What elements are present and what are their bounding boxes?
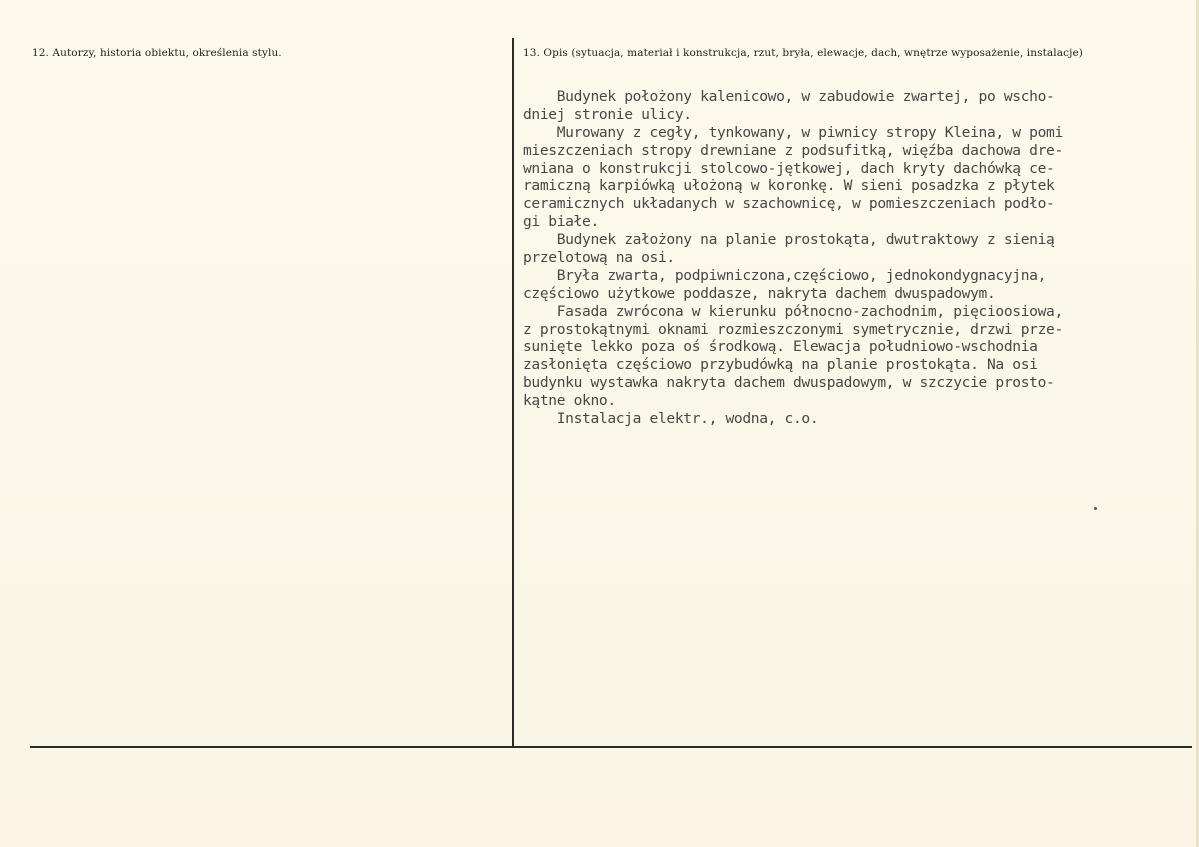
typed-line: dniej stronie ulicy.: [523, 105, 692, 123]
typed-line: kątne okno.: [523, 392, 616, 410]
typed-line: Instalacja elektr., wodna, c.o.: [523, 410, 819, 428]
typed-line: Murowany z cegły, tynkowany, w piwnicy stropy Kleina, w pomi: [523, 123, 1063, 141]
typed-line: Fasada zwrócona w kierunku północno-zachodnim, pięcioosiowa,: [523, 302, 1063, 320]
section-12-heading: 12. Autorzy, historia obiektu, określenia stylu.: [32, 47, 282, 59]
typed-line: Budynek założony na planie prostokąta, dwutraktowy z sienią: [523, 231, 1055, 249]
horizontal-divider: [30, 746, 1192, 748]
section-13-typed-description: [523, 88, 1188, 428]
ink-speck: [1094, 507, 1097, 510]
typed-line: przelotową na osi.: [523, 249, 675, 267]
typed-line: ramiczną karpiówką ułożoną w koronkę. W sieni posadzka z płytek: [523, 177, 1055, 195]
typed-line: Bryła zwarta, podpiwniczona,częściowo, jednokondygnacyjna,: [523, 266, 1047, 284]
typed-line: budynku wystawka nakryta dachem dwuspadowym, w szczycie prosto-: [523, 374, 1055, 392]
typed-line: częściowo użytkowe poddasze, nakryta dachem dwuspadowym.: [523, 284, 996, 302]
section-13-heading: 13. Opis (sytuacja, materiał i konstrukcja, rzut, bryła, elewacje, dach, wnętrze wyposażenie, instalacje): [523, 47, 1083, 59]
typed-line: wniana o konstrukcji stolcowo-jętkowej, dach kryty dachówką ce-: [523, 159, 1055, 177]
typed-line: sunięte lekko poza oś środkową. Elewacja południowo-wschodnia: [523, 338, 1038, 356]
typed-line: zasłonięta częściowo przybudówką na planie prostokąta. Na osi: [523, 356, 1038, 374]
typed-line: z prostokątnymi oknami rozmieszczonymi symetrycznie, drzwi prze-: [523, 320, 1063, 338]
typed-line: gi białe.: [523, 213, 599, 231]
typed-line: ceramicznych układanych w szachownicę, w pomieszczeniach podło-: [523, 195, 1055, 213]
vertical-divider: [512, 38, 514, 746]
typed-line: mieszczeniach stropy drewniane z podsufitką, więźba dachowa dre-: [523, 141, 1063, 159]
typed-line: Budynek położony kalenicowo, w zabudowie zwartej, po wscho-: [523, 88, 1055, 105]
